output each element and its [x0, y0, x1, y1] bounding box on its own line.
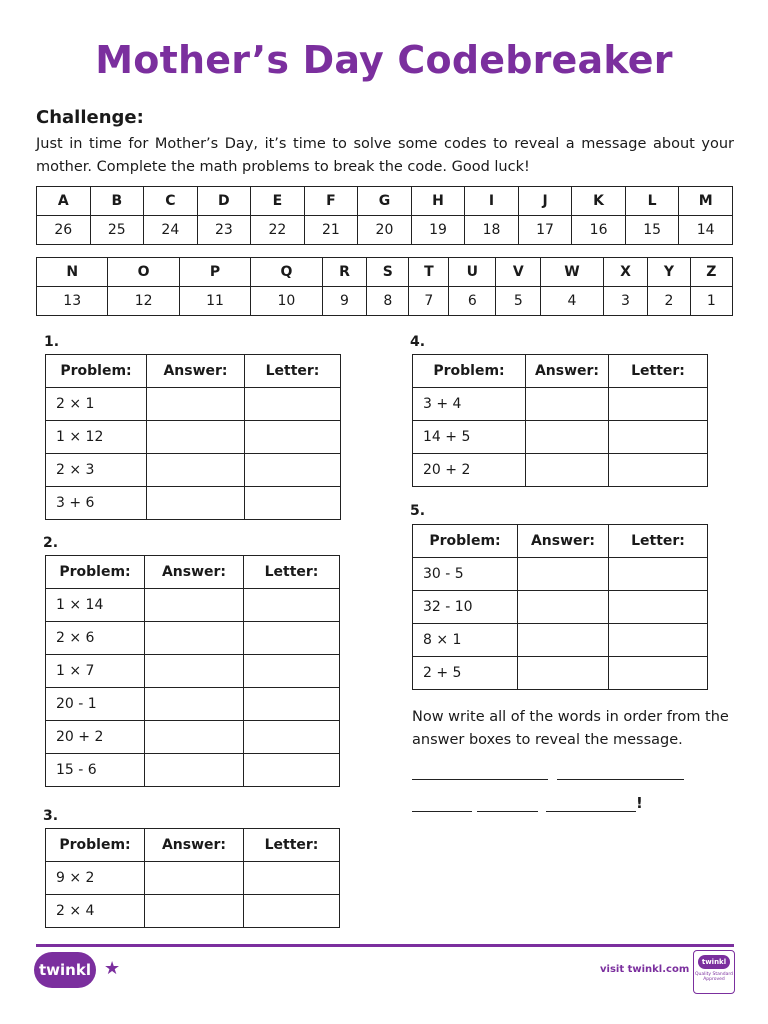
answer-cell[interactable] [145, 895, 244, 928]
code-number: 18 [465, 216, 519, 245]
problem-header: Problem: [46, 355, 147, 388]
code-numbers-row [37, 216, 733, 245]
code-number: 9 [322, 287, 367, 316]
star-icon: ★ [104, 958, 121, 979]
answer-header: Answer: [518, 525, 609, 558]
letter-cell[interactable] [244, 688, 340, 721]
message-blank-2[interactable] [557, 779, 684, 780]
message-blank-3[interactable] [412, 811, 472, 812]
problem-cell: 1 × 7 [46, 655, 145, 688]
challenge-heading: Challenge: [36, 107, 144, 128]
problem-cell: 32 - 10 [413, 591, 518, 624]
letter-cell[interactable] [244, 589, 340, 622]
code-number: 8 [367, 287, 409, 316]
problem-header-row [46, 355, 341, 388]
code-letter: Z [690, 258, 732, 287]
problem-table-4 [412, 354, 708, 487]
table-row [413, 657, 708, 690]
code-letter: E [251, 187, 305, 216]
table-row [46, 388, 341, 421]
code-number: 5 [496, 287, 541, 316]
page-title: Mother’s Day Codebreaker [95, 38, 673, 82]
problem-cell: 15 - 6 [46, 754, 145, 787]
table-row [46, 688, 340, 721]
table-row [413, 454, 708, 487]
answer-cell[interactable] [145, 688, 244, 721]
letter-cell[interactable] [244, 655, 340, 688]
problem-table-5 [412, 524, 708, 690]
table-row [46, 862, 340, 895]
letter-header: Letter: [244, 829, 340, 862]
code-table-n-z [36, 257, 733, 316]
letter-header: Letter: [609, 525, 708, 558]
letter-cell[interactable] [244, 862, 340, 895]
answer-cell[interactable] [147, 454, 245, 487]
message-instruction: Now write all of the words in order from the answer boxes to reveal the message. [412, 709, 729, 748]
code-number: 24 [144, 216, 198, 245]
answer-cell[interactable] [518, 657, 609, 690]
code-letter: D [197, 187, 251, 216]
code-number: 23 [197, 216, 251, 245]
problem-cell: 30 - 5 [413, 558, 518, 591]
code-number: 21 [304, 216, 358, 245]
code-number: 10 [251, 287, 322, 316]
letter-cell[interactable] [245, 388, 341, 421]
problem-number-3: 3. [43, 808, 59, 824]
code-letter: P [179, 258, 250, 287]
letter-cell[interactable] [245, 487, 341, 520]
problem-number-5: 5. [410, 503, 426, 519]
code-number: 14 [679, 216, 733, 245]
code-letters-row [37, 258, 733, 287]
code-letter: M [679, 187, 733, 216]
letter-header: Letter: [609, 355, 708, 388]
table-row [46, 754, 340, 787]
problem-cell: 3 + 6 [46, 487, 147, 520]
problem-cell: 1 × 12 [46, 421, 147, 454]
code-letter: B [90, 187, 144, 216]
letter-cell[interactable] [609, 657, 708, 690]
answer-cell[interactable] [518, 624, 609, 657]
code-number: 13 [37, 287, 108, 316]
badge-logo-text: twinkl [698, 955, 730, 969]
answer-header: Answer: [145, 829, 244, 862]
table-row [46, 421, 341, 454]
code-number: 25 [90, 216, 144, 245]
answer-header: Answer: [145, 556, 244, 589]
answer-cell[interactable] [145, 754, 244, 787]
code-letter: T [409, 258, 449, 287]
code-letter: W [541, 258, 603, 287]
code-letter: A [37, 187, 91, 216]
table-row [413, 624, 708, 657]
message-exclamation: ! [636, 794, 643, 812]
code-number: 2 [648, 287, 690, 316]
code-number: 3 [603, 287, 648, 316]
letter-cell[interactable] [609, 591, 708, 624]
code-number: 11 [179, 287, 250, 316]
answer-cell[interactable] [518, 558, 609, 591]
letter-cell[interactable] [609, 624, 708, 657]
answer-cell[interactable] [145, 622, 244, 655]
problem-header: Problem: [46, 829, 145, 862]
letter-cell[interactable] [244, 622, 340, 655]
letter-cell[interactable] [609, 558, 708, 591]
letter-cell[interactable] [244, 721, 340, 754]
code-letter: L [625, 187, 679, 216]
code-number: 7 [409, 287, 449, 316]
twinkl-logo[interactable] [34, 952, 96, 988]
table-row [413, 421, 708, 454]
problem-cell: 2 × 3 [46, 454, 147, 487]
code-letter: V [496, 258, 541, 287]
code-number: 20 [358, 216, 412, 245]
code-number: 26 [37, 216, 91, 245]
problem-header-row [413, 525, 708, 558]
answer-cell[interactable] [145, 655, 244, 688]
answer-cell[interactable] [145, 862, 244, 895]
answer-cell[interactable] [147, 421, 245, 454]
answer-cell[interactable] [145, 721, 244, 754]
challenge-text: Just in time for Mother’s Day, it’s time to solve some codes to reveal a message about your mother. Complete the math problems to break the code. Good luck! [36, 136, 734, 175]
table-row [46, 721, 340, 754]
code-letter: I [465, 187, 519, 216]
letter-cell[interactable] [244, 754, 340, 787]
code-number: 6 [449, 287, 496, 316]
problem-header-row [413, 355, 708, 388]
problem-number-2: 2. [43, 535, 59, 551]
problem-number-4: 4. [410, 334, 426, 350]
problem-cell: 20 - 1 [46, 688, 145, 721]
letter-cell[interactable] [609, 421, 708, 454]
code-number: 4 [541, 287, 603, 316]
code-number: 15 [625, 216, 679, 245]
code-letter: S [367, 258, 409, 287]
badge-caption: Quality Standard Approved [695, 972, 733, 982]
problem-cell: 14 + 5 [413, 421, 526, 454]
table-row [46, 622, 340, 655]
code-letter: G [358, 187, 412, 216]
code-letters-row [37, 187, 733, 216]
visit-link[interactable]: visit twinkl.com [600, 964, 690, 975]
problem-cell: 2 × 6 [46, 622, 145, 655]
code-letter: Q [251, 258, 322, 287]
letter-cell[interactable] [245, 454, 341, 487]
code-number: 22 [251, 216, 305, 245]
letter-cell[interactable] [244, 895, 340, 928]
answer-cell[interactable] [518, 591, 609, 624]
code-letter: U [449, 258, 496, 287]
code-letter: H [411, 187, 465, 216]
code-number: 12 [108, 287, 179, 316]
letter-header: Letter: [244, 556, 340, 589]
letter-cell[interactable] [609, 454, 708, 487]
problem-number-1: 1. [44, 334, 60, 350]
answer-cell[interactable] [145, 589, 244, 622]
problem-header: Problem: [46, 556, 145, 589]
problem-table-3 [45, 828, 340, 928]
message-blank-4[interactable] [477, 811, 538, 812]
footer-divider [36, 944, 734, 947]
problem-table-1 [45, 354, 341, 520]
problem-cell: 20 + 2 [46, 721, 145, 754]
logo-text: twinkl [39, 961, 91, 979]
table-row [46, 895, 340, 928]
table-row [413, 558, 708, 591]
table-row [46, 589, 340, 622]
problem-cell: 2 × 4 [46, 895, 145, 928]
problem-header: Problem: [413, 355, 526, 388]
table-row [413, 591, 708, 624]
answer-cell[interactable] [147, 388, 245, 421]
problem-cell: 1 × 14 [46, 589, 145, 622]
problem-cell: 9 × 2 [46, 862, 145, 895]
message-blank-1[interactable] [412, 779, 548, 780]
code-numbers-row [37, 287, 733, 316]
table-row [46, 655, 340, 688]
code-letter: K [572, 187, 626, 216]
table-row [413, 388, 708, 421]
code-number: 1 [690, 287, 732, 316]
problem-cell: 2 + 5 [413, 657, 518, 690]
answer-header: Answer: [147, 355, 245, 388]
problem-header-row [46, 829, 340, 862]
code-table-a-m [36, 186, 733, 245]
problem-cell: 8 × 1 [413, 624, 518, 657]
table-row [46, 487, 341, 520]
code-number: 16 [572, 216, 626, 245]
code-letter: J [518, 187, 572, 216]
letter-cell[interactable] [245, 421, 341, 454]
code-number: 17 [518, 216, 572, 245]
problem-cell: 20 + 2 [413, 454, 526, 487]
code-letter: O [108, 258, 179, 287]
problem-cell: 2 × 1 [46, 388, 147, 421]
quality-badge-icon [693, 950, 735, 994]
answer-cell[interactable] [147, 487, 245, 520]
code-letter: C [144, 187, 198, 216]
code-number: 19 [411, 216, 465, 245]
answer-cell[interactable] [526, 421, 609, 454]
answer-cell[interactable] [526, 388, 609, 421]
answer-header: Answer: [526, 355, 609, 388]
answer-cell[interactable] [526, 454, 609, 487]
problem-cell: 3 + 4 [413, 388, 526, 421]
letter-header: Letter: [245, 355, 341, 388]
code-letter: F [304, 187, 358, 216]
message-blank-5[interactable] [546, 811, 636, 812]
code-letter: Y [648, 258, 690, 287]
code-letter: N [37, 258, 108, 287]
problem-table-2 [45, 555, 340, 787]
code-letter: R [322, 258, 367, 287]
code-letter: X [603, 258, 648, 287]
letter-cell[interactable] [609, 388, 708, 421]
problem-header-row [46, 556, 340, 589]
table-row [46, 454, 341, 487]
problem-header: Problem: [413, 525, 518, 558]
